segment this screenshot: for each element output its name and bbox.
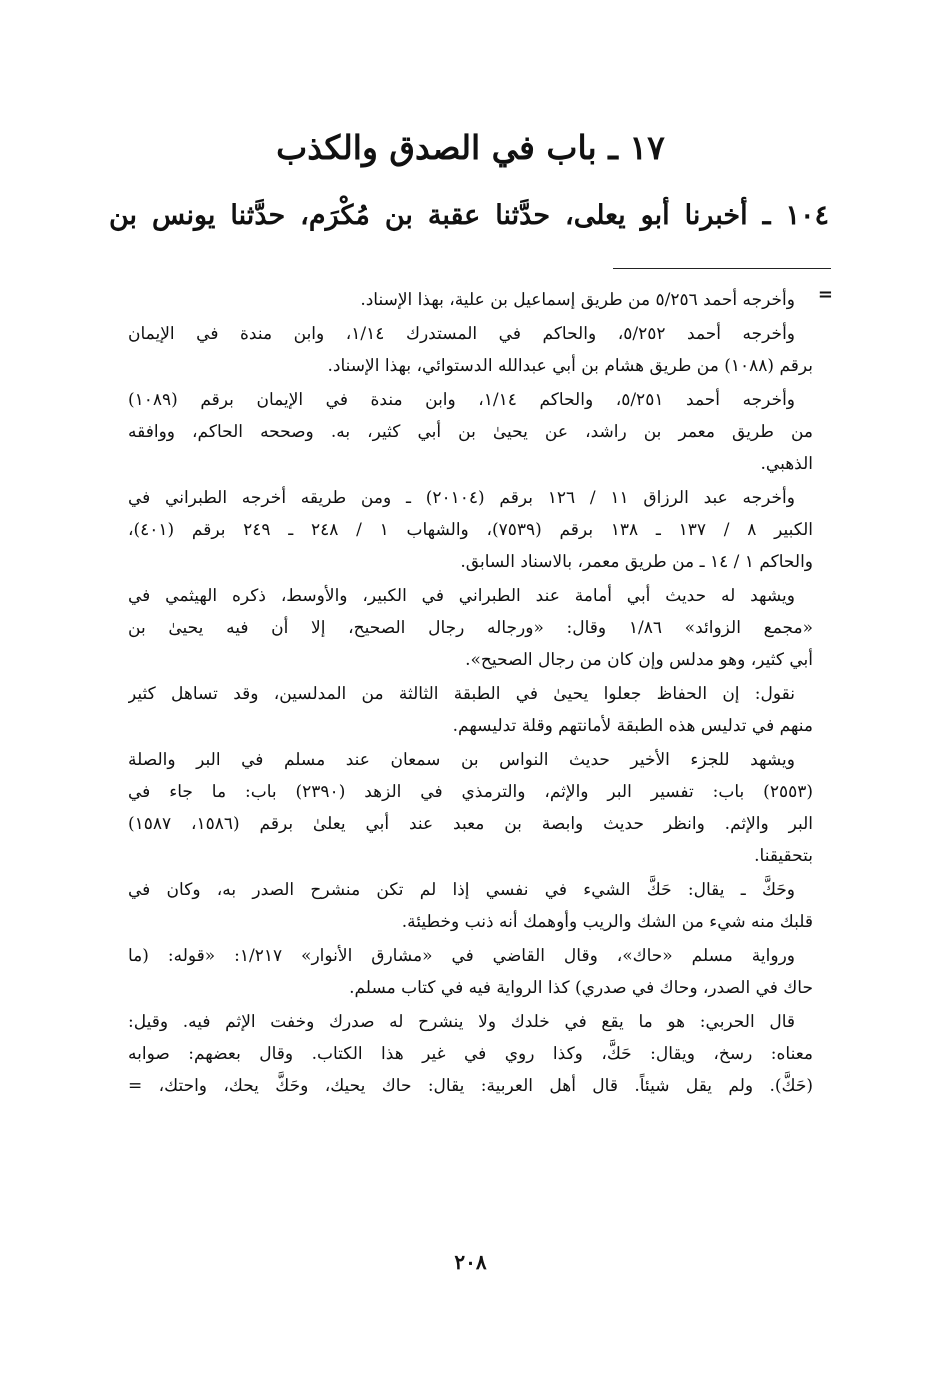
footnote-line: أبي كثير، وهو مدلس وإن كان من رجال الصحيح». <box>465 650 813 670</box>
footnote-line: قلبك منه شيء من الشك والريب وأوهمك أنه ذنب وخطيئة. <box>401 912 813 932</box>
footnote-line: قال الحربي: هو ما يقع في خلدك ولا ينشرح له صدرك وخفت الإثم فيه. وقيل: <box>128 1012 795 1032</box>
footnote-paragraph <box>128 318 813 382</box>
footnote-paragraph <box>128 874 813 938</box>
page-number: ٢٠٨ <box>454 1250 487 1274</box>
footnote-paragraph <box>128 940 813 1004</box>
footnote-paragraph <box>128 384 813 480</box>
footnotes-section <box>128 284 813 1104</box>
footnote-paragraph <box>128 1006 813 1102</box>
footnote-line: الكبير ٨ / ١٣٧ ـ ١٣٨ برقم (٧٥٣٩)، والشهاب ١ / ٢٤٨ ـ ٢٤٩ برقم (٤٠١)، <box>128 520 813 540</box>
footnote-paragraph <box>128 284 813 316</box>
footnote-line: وأخرجه أحمد ٥/٢٥٢، والحاكم في المستدرك ١/١٤، وابن مندة في الإيمان <box>128 324 795 344</box>
footnote-line: (٢٥٥٣) باب: تفسير البر والإثم، والترمذي في الزهد (٢٣٩٠) باب: ما جاء في <box>128 782 813 802</box>
footnote-line: برقم (١٠٨٨) من طريق هشام بن أبي عبدالله الدستوائي، بهذا الإسناد. <box>327 356 813 376</box>
footnote-paragraph <box>128 678 813 742</box>
footnote-paragraph <box>128 580 813 676</box>
footnote-line: بتحقيقنا. <box>754 846 813 866</box>
footnote-line: (حَكَّ). ولم يقل شيئاً. قال أهل العربية: يقال: حاك يحيك، وحَكَّ يحك، واحتك، = <box>128 1076 813 1096</box>
footnote-line: معناه: رسخ، ويقال: حَكَّ، وكذا روي في غير هذا الكتاب. وقال بعضهم: صوابه <box>128 1044 813 1064</box>
footnote-line: من طريق معمر بن راشد، عن يحيىٰ بن أبي كثير، به. وصححه الحاكم، ووافقه <box>128 422 813 442</box>
footnote-paragraph <box>128 482 813 578</box>
footnote-line: الذهبي. <box>760 454 813 474</box>
footnote-line: البر والإثم. وانظر حديث وابصة بن معبد عند أبي يعلىٰ برقم (١٥٨٦، ١٥٨٧) <box>128 814 813 834</box>
chapter-title: ١٧ ـ باب في الصدق والكذب <box>276 128 665 167</box>
footnote-line: وأخرجه أحمد ٥/٢٥١، والحاكم ١/١٤، وابن مندة في الإيمان برقم (١٠٨٩) <box>128 390 796 410</box>
continuation-mark-top: = <box>817 284 833 305</box>
footnote-paragraph <box>128 744 813 872</box>
footnote-line: نقول: إن الحفاظ جعلوا يحيىٰ في الطبقة الثالثة من المدلسين، وقد تساهل كثير <box>128 684 795 704</box>
footnote-separator <box>613 268 831 269</box>
footnote-line: «مجمع الزوائد» ١/٨٦ وقال: «ورجاله رجال الصحيح، إلا أن فيه يحيىٰ بن <box>128 618 813 638</box>
footnote-line: وأخرجه أحمد ٥/٢٥٦ من طريق إسماعيل بن علية، بهذا الإسناد. <box>360 290 795 310</box>
footnote-line: وحَكَّ ـ يقال: حَكَّ الشيء في نفسي إذا لم تكن منشرح الصدر به، وكان في <box>128 880 795 900</box>
footnote-line: ويشهد له حديث أبي أمامة عند الطبراني في الكبير، والأوسط، ذكره الهيثمي في <box>128 586 795 606</box>
footnote-line: وأخرجه عبد الرزاق ١١ / ١٢٦ برقم (٢٠١٠٤) ـ ومن طريقه أخرجه الطبراني في <box>128 488 795 508</box>
footnote-line: ورواية مسلم «حاك»، وقال القاضي في «مشارق الأنوار» ١/٢١٧: «قوله: (ما <box>128 946 795 966</box>
footnote-line: والحاكم ١ / ١٤ ـ من طريق معمر، بالاسناد السابق. <box>460 552 813 572</box>
main-text-line: ١٠٤ ـ أخبرنا أبو يعلى، حدَّثنا عقبة بن مُكْرَم، حدَّثنا يونس بن <box>109 200 829 231</box>
footnote-line: حاك في الصدر، وحاك في صدري) كذا الرواية فيه في كتاب مسلم. <box>349 978 813 998</box>
footnote-line: ويشهد للجزء الأخير حديث النواس بن سمعان عند مسلم في البر والصلة <box>128 750 795 770</box>
footnote-line: منهم في تدليس هذه الطبقة لأمانتهم وقلة تدليسهم. <box>452 716 813 736</box>
